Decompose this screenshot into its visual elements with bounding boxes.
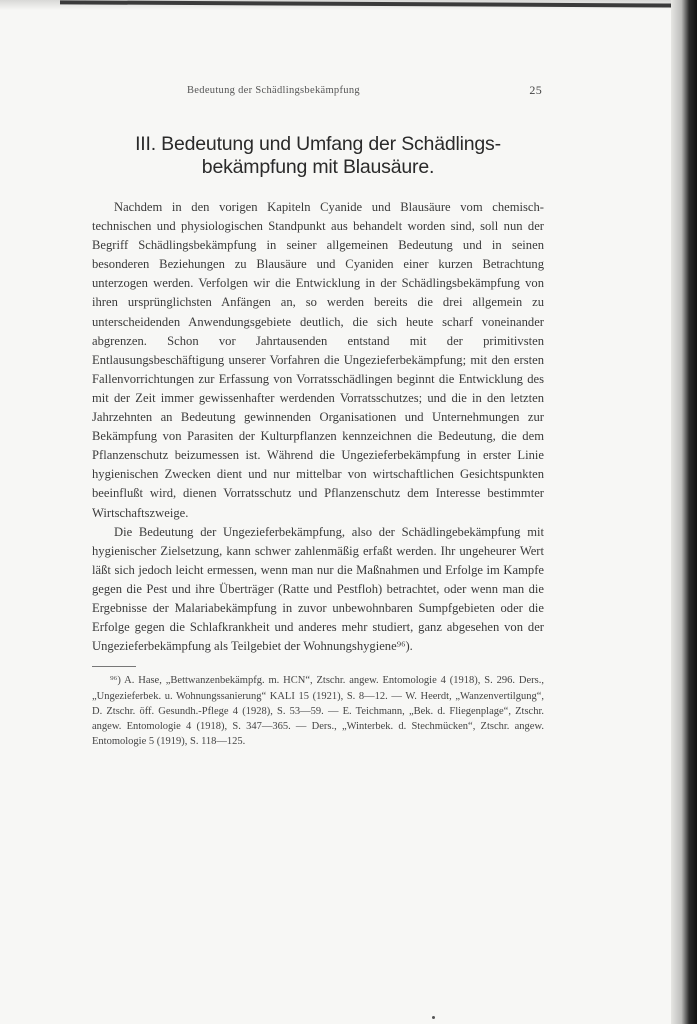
paragraph-1: Nachdem in den vorigen Kapiteln Cyanide und Blausäure vom chemisch-technischen und physiologischen Standpunkt aus behandelt worden sind, soll nun der Begriff Schädlingsbekämpfung in seiner allgemeinen Bedeutung und in seinen besonderen Beziehungen zu Blausäure und Cyaniden einer kurzen Betrachtung unterzogen werden. Verfolgen wir die Entwicklung in der Schädlingsbekämpfung von ihren ursprünglichsten Anfängen an, so werden bereits die drei allgemein zu unterscheidenden Anwendungsgebiete deutlich, die sich heute scharf voneinander abgrenzen. Schon vor Jahrtausenden entstand mit der primitivsten Entlausungsbeschäftigung unserer Vorfahren die Ungezieferbekämpfung; mit den ersten Fallenvorrichtungen zur Erfassung von Vorratsschädlingen beginnt die Entwicklung des mit der Zeit immer gewissenhafter werdenden Vorratsschutzes; und die in den letzten Jahrzehnten an Bedeutung gewinnenden Organisationen und Unternehmungen zur Bekämpfung von Parasiten der Kulturpflanzen kennzeichnen die Bedeutung, die dem Pflanzenschutz beizumessen ist. Während die Ungezieferbekämpfung in erster Linie hygienischen Zwecken dient und nur mittelbar von wirtschaftlichen Gesichtspunkten beeinflußt wird, dienen Vorratsschutz und Pflanzenschutz dem Interesse bestimmter Wirtschaftszweige. (92, 200, 544, 520)
running-header (92, 82, 544, 100)
footnote-divider (92, 666, 136, 667)
running-title: Bedeutung der Schädlingsbekämpfung (187, 85, 360, 96)
book-spine-edge (671, 0, 697, 1024)
footnote: ⁹⁶) A. Hase, „Bettwanzenbekämpfg. m. HCN“, Ztschr. angew. Entomologie 4 (1918), S. 296. Ders., „Ungezieferbek. u. Wohnungssanierung“ KALI 15 (1921), S. 8—12. — W. Heerdt, „Wanzenvertilgung“, D. Ztschr. öff. Gesundh.-Pflege 4 (1928), S. 53—59. — E. Teichmann, „Bek. d. Fliegenplage“, Ztschr. angew. Entomologie 4 (1918), S. 347—365. — Ders., „Winterbek. d. Stechmücken“, Ztschr. angew. Entomologie 5 (1919), S. 118—125. (92, 675, 544, 748)
chapter-title-line-2: bekämpfung mit Blausäure. (201, 156, 435, 178)
body-text (92, 198, 544, 656)
paragraph-2: Die Bedeutung der Ungezieferbekämpfung, also der Schädlingebekämpfung mit hygienischer Zielsetzung, kann schwer zahlenmäßig erfaßt werden. Ihr ungeheurer Wert läßt sich jedoch leicht ermessen, wenn man nur die Maßnahmen und Erfolge im Kampfe gegen die Pest und ihre Überträger (Ratte und Pestfloh) betrachtet, oder wenn man die Ergebnisse der Malariabekämpfung in zuvor unbewohnbaren Sumpfgebieten oder die Erfolge gegen die Schlafkrankheit und anderes mehr studiert, ganz abgesehen von der Ungezieferbekämpfung als Teilgebiet der Wohnungshygiene⁹⁶). (92, 524, 544, 654)
chapter-title-line-1: III. Bedeutung und Umfang der Schädlings- (135, 133, 501, 155)
chapter-title (92, 133, 544, 179)
scan-speck (432, 1016, 435, 1019)
page-content (92, 82, 544, 750)
page-number: 25 (529, 83, 542, 97)
